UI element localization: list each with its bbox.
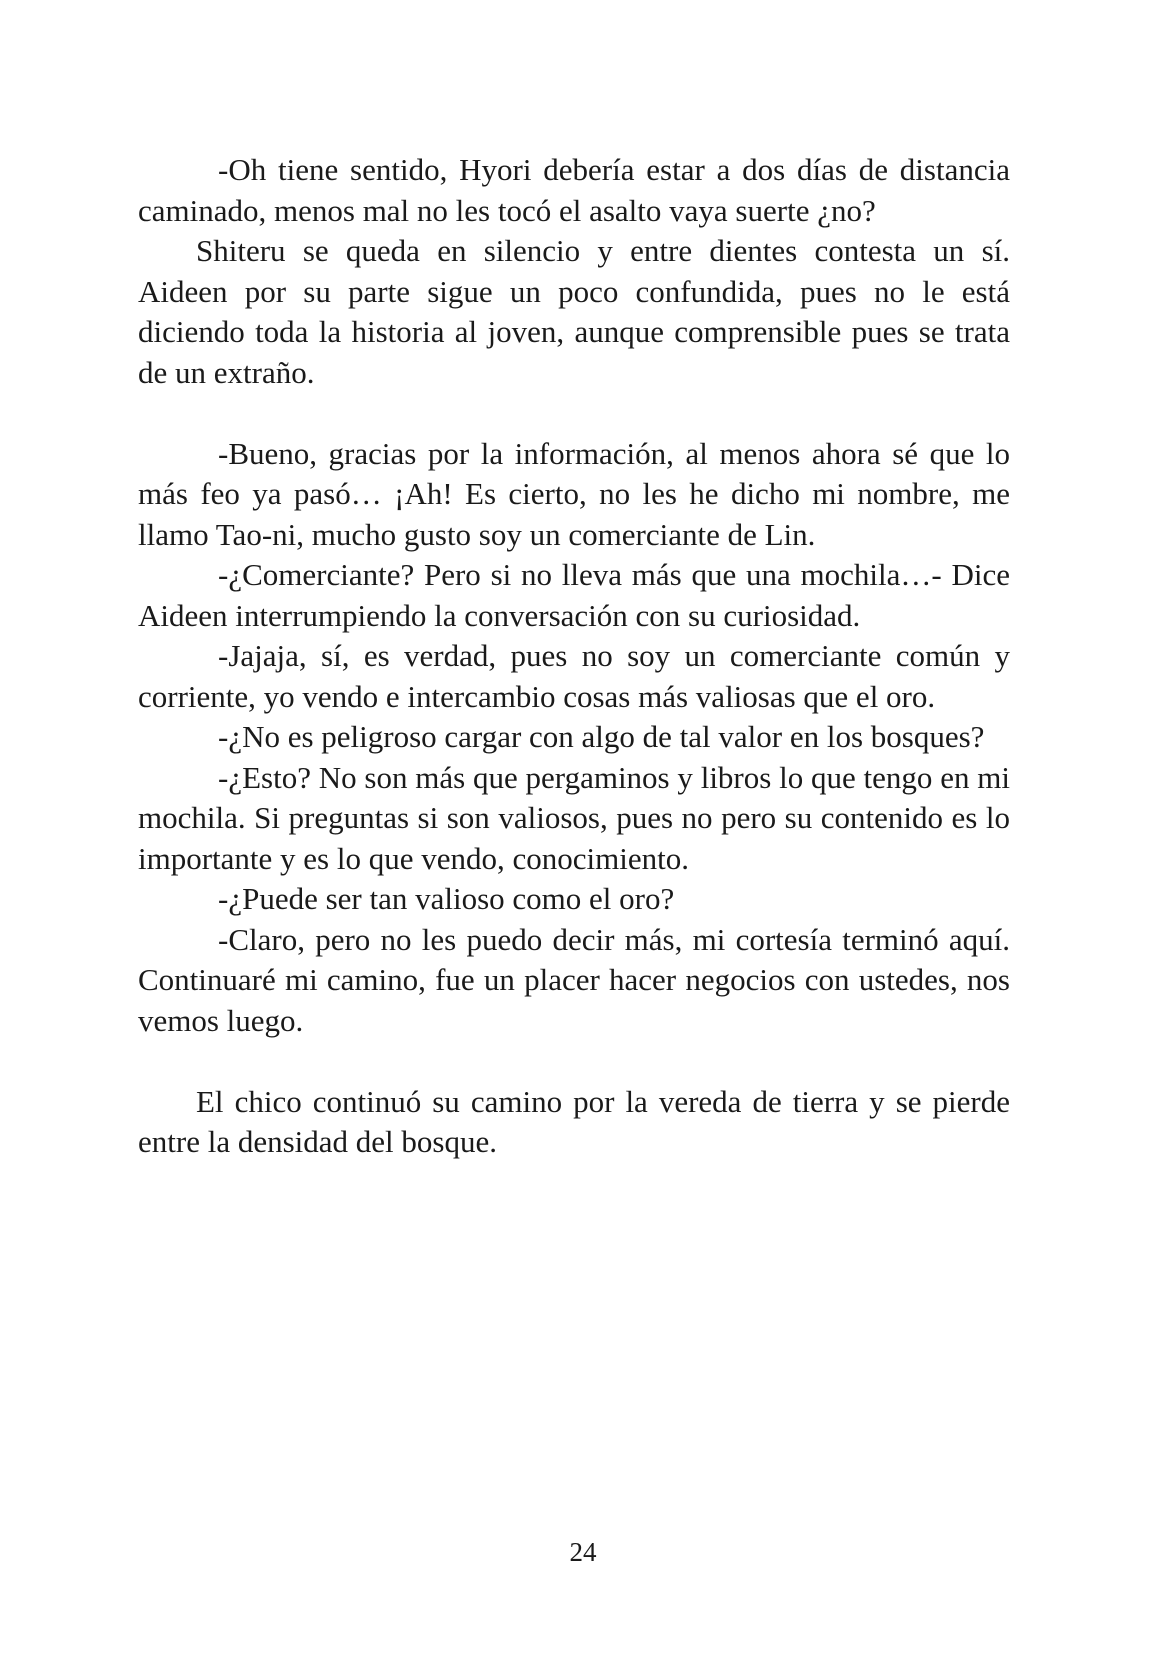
paragraph-4: -¿Comerciante? Pero si no lleva más que una mochila…- Dice Aideen interrumpiendo la conversación con su curiosidad.	[138, 557, 1010, 633]
paragraph-10: El chico continuó su camino por la vereda de tierra y se pierde entre la densidad del bosque.	[138, 1083, 1010, 1159]
page-body	[138, 150, 1010, 1163]
paragraph-8: -¿Puede ser tan valioso como el oro?	[218, 881, 675, 916]
paragraph-spacer	[138, 1041, 1010, 1082]
paragraph-spacer	[138, 393, 1010, 434]
page-number: 24	[569, 1537, 597, 1567]
paragraph-9: -Claro, pero no les puedo decir más, mi cortesía terminó aquí. Continuaré mi camino, fue un placer hacer negocios con ustedes, nos vemos luego.	[138, 921, 1010, 1038]
paragraph-5: -Jajaja, sí, es verdad, pues no soy un comerciante común y corriente, yo vendo e intercambio cosas más valiosas que el oro.	[138, 638, 1010, 714]
paragraph-6: -¿No es peligroso cargar con algo de tal valor en los bosques?	[218, 719, 985, 754]
paragraph-2: Shiteru se queda en silencio y entre dientes contesta un sí. Aideen por su parte sigue un poco confundida, pues no le está diciendo toda la historia al joven, aunque comprensible pues se trata de un extraño.	[138, 233, 1010, 390]
paragraph-1: -Oh tiene sentido, Hyori debería estar a dos días de distancia caminado, menos mal no les tocó el asalto vaya suerte ¿no?	[138, 152, 1010, 228]
paragraph-3: -Bueno, gracias por la información, al menos ahora sé que lo más feo ya pasó… ¡Ah! Es cierto, no les he dicho mi nombre, me llamo Tao-ni, mucho gusto soy un comerciante de Lin.	[138, 435, 1010, 552]
paragraph-7: -¿Esto? No son más que pergaminos y libros lo que tengo en mi mochila. Si preguntas si son valiosos, pues no pero su contenido es lo importante y es lo que vendo, conocimiento.	[138, 759, 1010, 876]
